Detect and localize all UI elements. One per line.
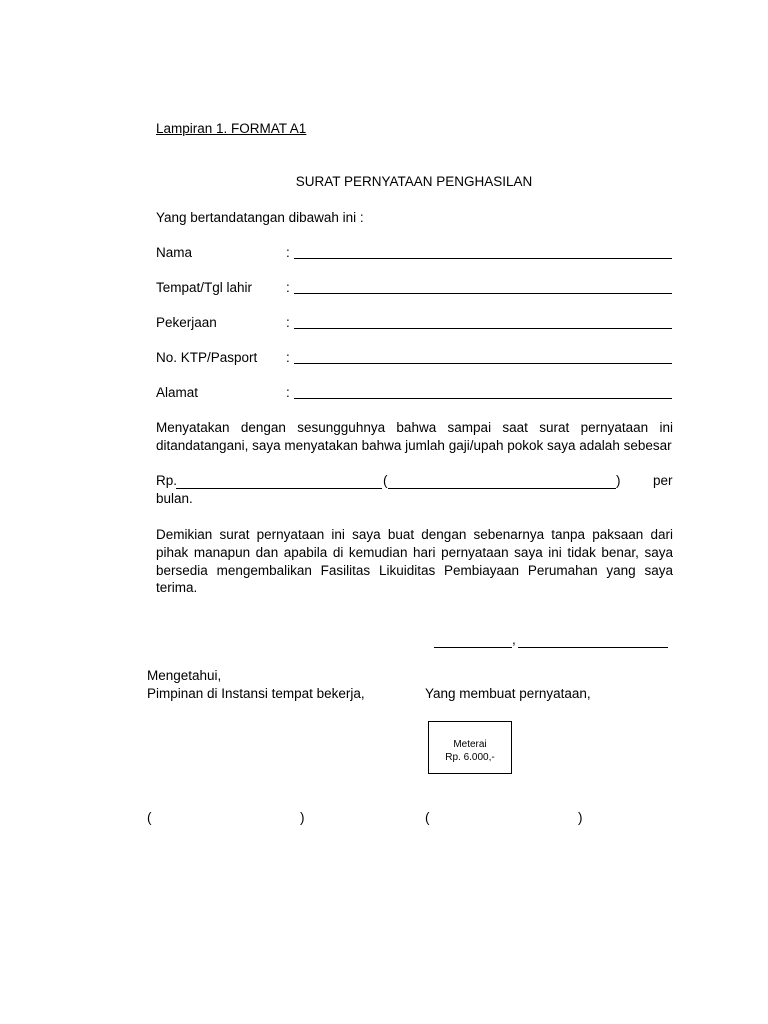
- statement-text: Menyatakan dengan sesungguhnya bahwa sampai saat surat pernyataan ini ditandatangani, saya menyatakan bahwa jumlah gaji/upah pokok saya adalah sebesar: [156, 420, 673, 453]
- field-colon: :: [286, 350, 290, 365]
- acknowledged-label: Mengetahui,: [147, 668, 222, 683]
- field-blank-line: [294, 398, 672, 399]
- field-blank-line: [294, 293, 672, 294]
- field-label: Pekerjaan: [156, 315, 217, 330]
- date-separator: ,: [512, 632, 516, 647]
- field-blank-line: [294, 363, 672, 364]
- salary-line: [156, 473, 673, 491]
- maker-label: Yang membuat pernyataan,: [425, 686, 591, 701]
- field-colon: :: [286, 315, 290, 330]
- field-label: Nama: [156, 245, 193, 260]
- document-title: SURAT PERNYATAAN PENGHASILAN: [295, 174, 533, 189]
- leader-sign-close-paren: ): [300, 810, 305, 825]
- leader-sign-open-paren: (: [147, 810, 152, 825]
- stamp-duty-box: [428, 721, 512, 774]
- open-paren: (: [383, 473, 388, 488]
- close-paren: ): [616, 473, 621, 488]
- place-blank: [434, 635, 512, 648]
- stamp-label: Meterai: [453, 739, 487, 750]
- intro-text: Yang bertandatangan dibawah ini :: [156, 210, 364, 225]
- attachment-label: Lampiran 1. FORMAT A1: [156, 121, 307, 136]
- date-blank: [518, 635, 668, 648]
- field-label: No. KTP/Pasport: [156, 350, 258, 365]
- field-colon: :: [286, 245, 290, 260]
- salary-words-blank: [388, 476, 616, 489]
- field-blank-line: [294, 258, 672, 259]
- maker-sign-open-paren: (: [425, 810, 430, 825]
- maker-sign-close-paren: ): [578, 810, 583, 825]
- field-colon: :: [286, 385, 290, 400]
- field-label: Alamat: [156, 385, 199, 400]
- bulan-text: bulan.: [156, 491, 193, 506]
- field-label: Tempat/Tgl lahir: [156, 280, 253, 295]
- salary-amount-blank: [176, 476, 382, 489]
- field-colon: :: [286, 280, 290, 295]
- leader-label: Pimpinan di Instansi tempat bekerja,: [147, 686, 365, 701]
- per-text: per: [653, 473, 673, 488]
- place-date-line: [434, 632, 668, 648]
- stamp-amount: Rp. 6.000,-: [445, 752, 495, 763]
- closing-paragraph: Demikian surat pernyataan ini saya buat dengan sebenarnya tanpa paksaan dari pihak manapun dan apabila di kemudian hari pernyataan saya ini tidak benar, saya bersedia mengembalikan Fasilitas Likuiditas Pembiayaan Perumahan yang saya terima.: [156, 527, 673, 596]
- statement-paragraph: [156, 419, 673, 455]
- rp-prefix: Rp.: [156, 473, 178, 488]
- field-blank-line: [294, 328, 672, 329]
